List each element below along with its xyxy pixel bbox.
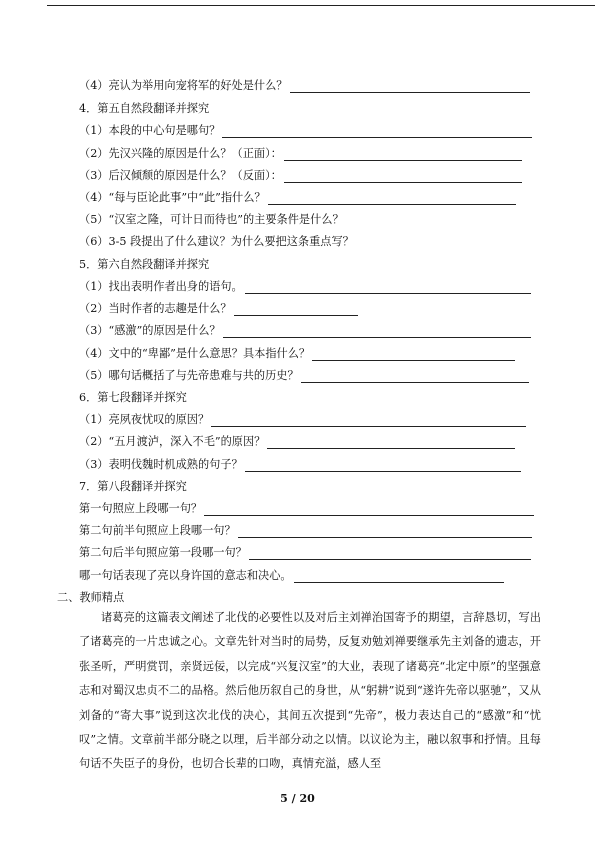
answer-blank[interactable] (238, 527, 532, 538)
question-text: 哪一句话表现了亮以身许国的意志和决心。 (79, 569, 292, 582)
question-item (79, 280, 531, 294)
question-text: 第二句前半句照应上段哪一句？ (79, 524, 236, 537)
question-item (79, 413, 526, 427)
answer-blank[interactable] (211, 416, 526, 427)
answer-blank[interactable] (284, 150, 522, 161)
section-title (57, 591, 124, 605)
header-rule (47, 5, 595, 6)
question-item (79, 524, 532, 538)
commentary-paragraph: 诸葛亮的这篇表文阐述了北伐的必要性以及对后主刘禅治国寄予的期望，言辞恳切，写出了诸葛亮的一片忠诚之心。文章先针对当时的局势，反复劝勉刘禅要继承先主刘备的遗志，开张圣听，严明赏罚，亲贤远佞，以完成“兴复汉室”的大业，表现了诸葛亮“北定中原”的坚强意志和对蜀汉忠贞不二的品格。然后他历叙自己的身世，从“躬耕”说到“遂许先帝以驱驰”，又从刘备的“寄大事”说到这次北伐的决心，其间五次提到“先帝”，极力表达自己的“感激”和“忧叹”之情。文章前半部分晓之以理，后半部分动之以情。以议论为主，融以叙事和抒情。且每句话不失臣子的身份，也切合长辈的口吻，真情充溢，感人至 (79, 611, 541, 771)
question-item (79, 435, 515, 449)
question-item (79, 124, 532, 138)
answer-blank[interactable] (222, 127, 532, 138)
question-text: （3）后汉倾颓的原因是什么？（反面）： (79, 169, 282, 182)
question-item (79, 369, 529, 383)
question-item (79, 569, 504, 583)
answer-blank[interactable] (312, 350, 515, 361)
question-text: （1）找出表明作者出身的语句。 (79, 280, 243, 293)
question-item (79, 324, 531, 338)
question-text: （4）文中的“卑鄙”是什么意思？具本指什么？ (79, 347, 311, 360)
answer-blank[interactable] (290, 82, 530, 93)
question-item (79, 546, 531, 560)
page-number: 5 / 20 (280, 792, 315, 805)
answer-blank[interactable] (245, 461, 521, 472)
question-text: （1）本段的中心句是哪句？ (79, 124, 221, 137)
question-text: （3）“感激”的原因是什么？ (79, 324, 221, 337)
question-item (79, 147, 522, 161)
answer-blank[interactable] (268, 194, 516, 205)
question-item (79, 347, 515, 361)
question-text: （2）先汉兴隆的原因是什么？（正面）： (79, 147, 282, 160)
answer-blank[interactable] (301, 372, 529, 383)
heading-text: 7．第八段翻译并探究 (79, 480, 187, 493)
question-text: 第二句后半句照应第一段哪一句？ (79, 546, 247, 559)
question-text: （4）亮认为举用向宠将军的好处是什么？ (79, 79, 288, 92)
question-text: （2）当时作者的志趣是什么？ (79, 302, 232, 315)
section-title-text: 二、教师精点 (57, 591, 125, 604)
section-heading (79, 102, 209, 116)
answer-blank[interactable] (284, 172, 522, 183)
heading-text: 4．第五自然段翻译并探究 (79, 102, 210, 115)
question-text: （5）“汉室之隆，可计日而待也”的主要条件是什么？ (79, 213, 344, 226)
question-item (79, 169, 522, 183)
answer-blank[interactable] (245, 283, 531, 294)
question-item (79, 235, 354, 249)
question-text: （2）“五月渡泸，深入不毛”的原因？ (79, 435, 266, 448)
section-heading (79, 258, 209, 272)
answer-blank[interactable] (267, 438, 515, 449)
question-item (79, 302, 358, 316)
section-heading (79, 391, 187, 405)
question-text: （3）表明伐魏时机成熟的句子？ (79, 458, 243, 471)
question-text: （6）3-5 段提出了什么建议？为什么要把这条重点写？ (79, 235, 354, 248)
question-item (79, 213, 344, 227)
question-text: （5）哪句话概括了与先帝患难与共的历史？ (79, 369, 299, 382)
answer-blank[interactable] (249, 549, 531, 560)
heading-text: 5．第六自然段翻译并探究 (79, 258, 210, 271)
question-item (79, 191, 516, 205)
section-heading (79, 480, 187, 494)
question-text: （1）亮夙夜忧叹的原因？ (79, 413, 210, 426)
question-item (79, 79, 530, 93)
question-item (79, 458, 521, 472)
question-text: （4）“每与臣论此事”中“此”指什么？ (79, 191, 266, 204)
heading-text: 6．第七段翻译并探究 (79, 391, 187, 404)
question-item (79, 502, 534, 516)
answer-blank[interactable] (204, 505, 534, 516)
answer-blank[interactable] (234, 305, 358, 316)
answer-blank[interactable] (294, 572, 504, 583)
answer-blank[interactable] (223, 327, 531, 338)
question-text: 第一句照应上段哪一句？ (79, 502, 203, 515)
